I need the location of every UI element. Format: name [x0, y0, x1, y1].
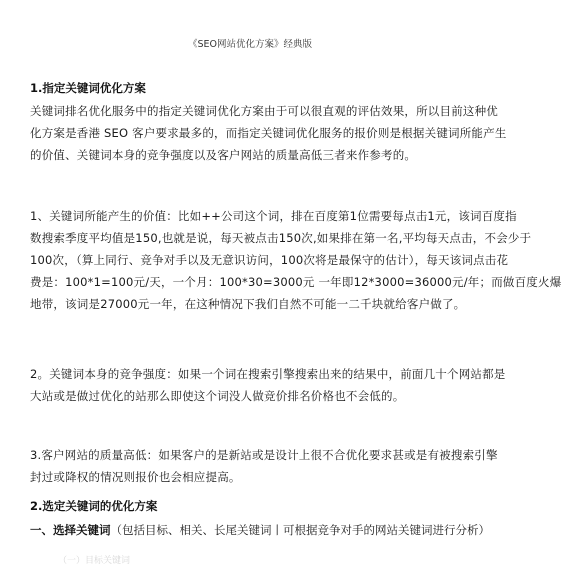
text-line: 地带，该词是27000元一年，在这种情况下我们自然不可能一二千块就给客户做了。: [30, 297, 466, 311]
subsection-heading-bold: 一、选择关键词: [30, 523, 111, 537]
text-line: 的价值、关键词本身的竞争强度以及客户网站的质量高低三者来作参考的。: [30, 148, 417, 162]
text-line: 100次，（算上同行、竞争对手以及无意识访问，100次将是最保守的估计），每天该词点击花: [30, 253, 509, 267]
document-title: 《SEO网站优化方案》经典版: [187, 39, 312, 50]
point-2-paragraph: [30, 363, 506, 407]
intro-paragraph: [30, 100, 507, 166]
text-line: 3.客户网站的质量高低：如果客户的是新站或是设计上很不合优化要求甚或是有被搜索引擎: [30, 448, 498, 462]
text-line: 大站或是做过优化的站那么即使这个词没人做竞价排名价格也不会低的。: [30, 389, 405, 403]
text-line: 2。关键词本身的竞争强度：如果一个词在搜索引擎搜索出来的结果中，前面几十个网站都是: [30, 367, 506, 381]
text-line: 1、关键词所能产生的价值：比如++公司这个词，排在百度第1位需要每点击1元，该词百度指: [30, 209, 517, 223]
text-line: 关键词排名优化服务中的指定关键词优化方案由于可以很直观的评估效果，所以目前这种优: [30, 104, 498, 118]
subsection-heading: [30, 522, 490, 538]
point-1-paragraph: [30, 205, 561, 315]
text-line: 费是：100*1=100元/天，一个月：100*30=3000元 一年即12*3000=36000元/年；而做百度火爆: [30, 275, 561, 289]
section-heading-1: 1.指定关键词优化方案: [30, 81, 146, 95]
text-line: 封过或降权的情况则报价也会相应提高。: [30, 470, 241, 484]
subsection-heading-note: （包括目标、相关、长尾关键词丨可根据竞争对手的网站关键词进行分析）: [110, 523, 490, 537]
section-heading-2: 2.选定关键词的优化方案: [30, 499, 158, 513]
faded-subheading: （一）目标关键词: [58, 556, 131, 566]
point-3-paragraph: [30, 444, 498, 488]
text-line: 数搜索季度平均值是150,也就是说，每天被点击150次,如果排在第一名,平均每天点击，不会少于: [30, 231, 532, 245]
text-line: 化方案是香港 SEO 客户要求最多的，而指定关键词优化服务的报价则是根据关键词所能产生: [30, 126, 507, 140]
